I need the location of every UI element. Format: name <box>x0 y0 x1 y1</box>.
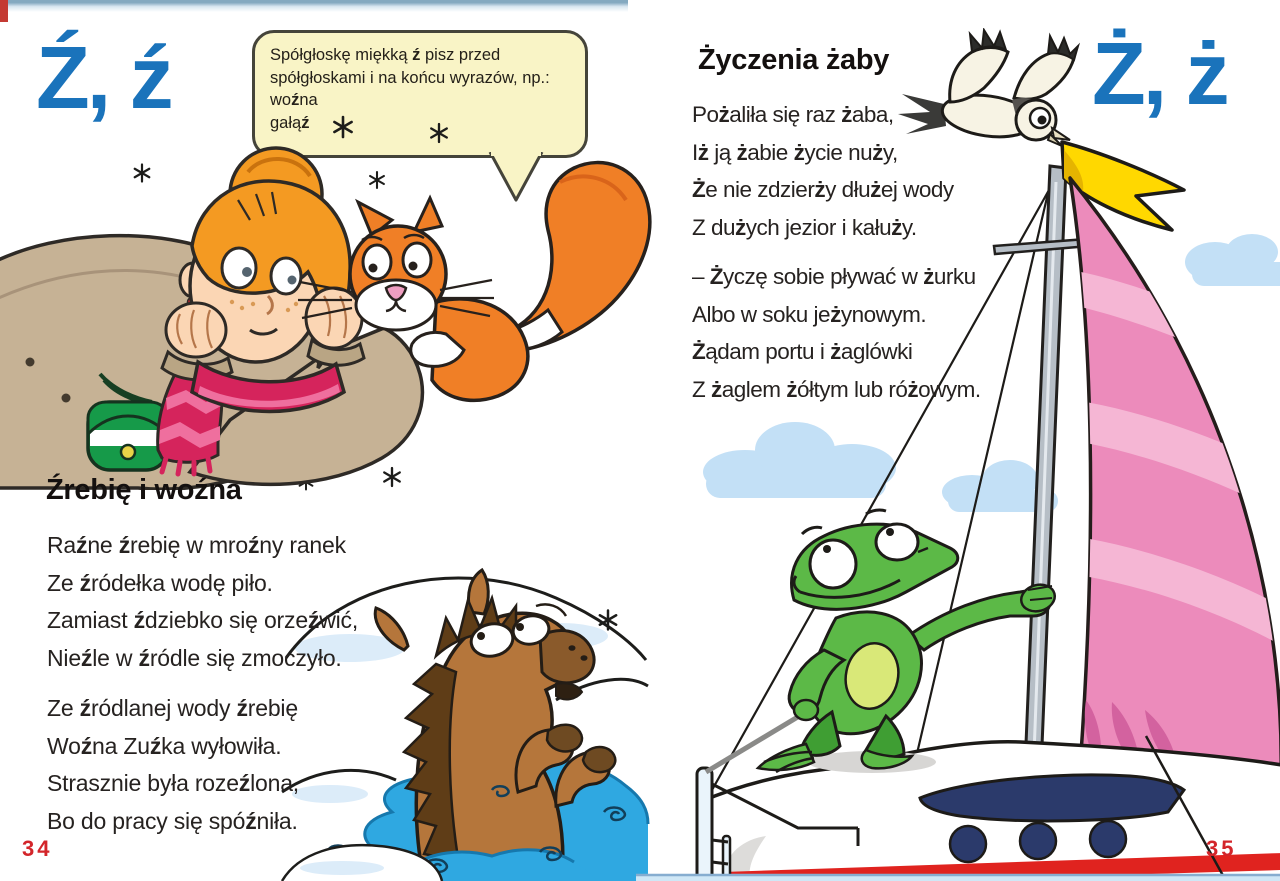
bow-rail <box>697 768 712 881</box>
frog <box>758 510 1058 772</box>
cloud-icon <box>703 422 896 498</box>
page-number-right: 35 <box>1206 836 1237 861</box>
porthole <box>1020 823 1056 859</box>
sea-strip <box>636 875 1280 881</box>
porthole <box>950 826 986 862</box>
poem-stanza: Raźne źrebię w mroźny ranek Ze źródełka wodę piło. Zamiast ździebko się orzeźwić, Nieźle w źródle się zmoczyło. <box>47 532 359 671</box>
frog-eye <box>810 540 856 588</box>
page-number-left: 34 <box>22 836 53 861</box>
cloud-icon <box>1185 234 1280 286</box>
poem-title-right: Życzenia żaby <box>698 44 890 76</box>
poem-stanza: – Życzę sobie pływać w żurku Albo w soku jeżynowym. Żądam portu i żaglówki Z żaglem żółtym lub różowym. <box>692 264 981 402</box>
poem-stanza: Ze źródlanej wody źrebię Woźna Zuźka wyłowiła. Strasznie była rozeźlona, Bo do pracy się spóźniła. <box>47 695 299 834</box>
letter-heading-zdot: Ż, ż <box>1092 24 1227 123</box>
frog-eye <box>876 524 918 560</box>
poem-title-left: Źrebię i woźna <box>46 474 242 506</box>
poem-stanza: Pożaliła się raz żaba, Iż ją żabie życie nuży, Że nie zdzierży dłużej wody Z dużych jezior i kałuży. <box>692 102 954 240</box>
porthole <box>1090 821 1126 857</box>
speech-bubble-text: Spółgłoskę miękką ź pisz przed spółgłoskami i na końcu wyrazów, np.: woźna gałąź <box>270 46 550 132</box>
letter-heading-zi: Ź, ź <box>36 28 171 127</box>
